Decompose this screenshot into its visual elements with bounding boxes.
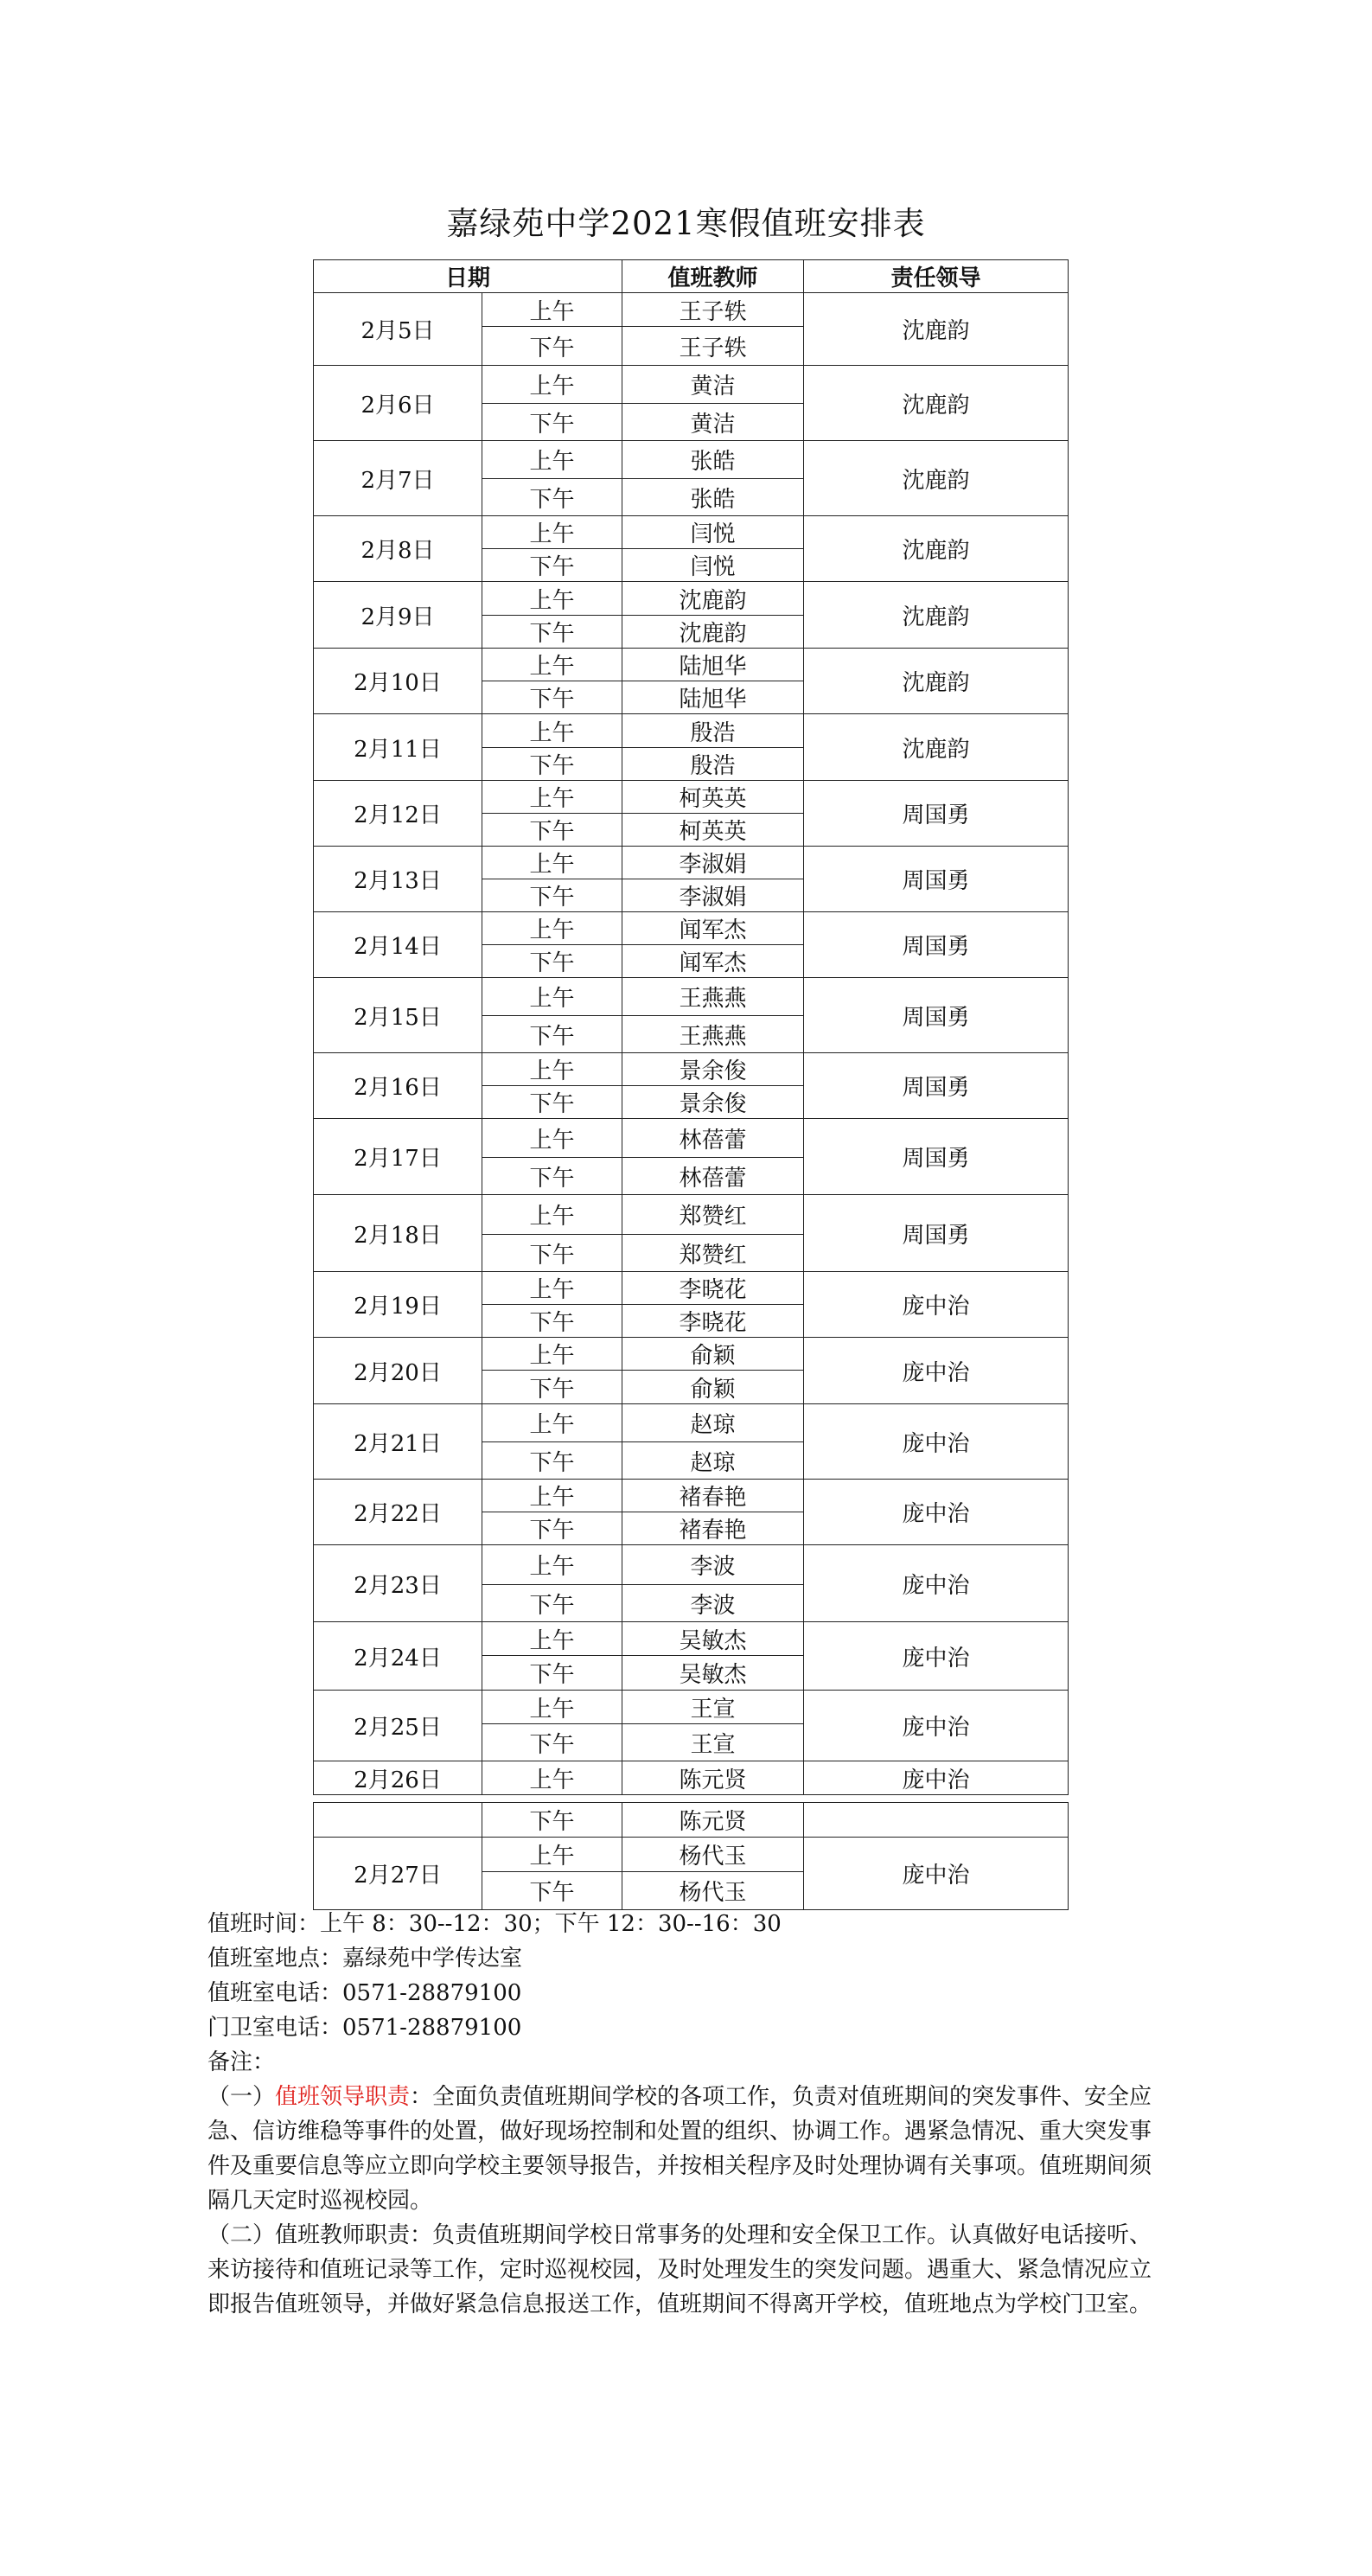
- leader-cell: 庞中治: [804, 1545, 1069, 1622]
- date-cell: 2月25日: [314, 1691, 482, 1761]
- teacher-cell: 李淑娟: [622, 879, 804, 912]
- half-day-cell: 上午: [482, 516, 622, 549]
- leader-cell: 庞中治: [804, 1480, 1069, 1545]
- half-day-cell: 下午: [482, 1872, 622, 1910]
- half-day-cell: 上午: [482, 441, 622, 479]
- date-cell: 2月18日: [314, 1195, 482, 1272]
- date-cell: 2月12日: [314, 781, 482, 847]
- half-day-cell: 下午: [482, 1371, 622, 1404]
- table-row: [314, 1338, 1069, 1371]
- table-row: [314, 1838, 1069, 1872]
- leader-cell: 周国勇: [804, 1195, 1069, 1272]
- table-row: [314, 714, 1069, 748]
- half-day-cell: 下午: [482, 1086, 622, 1119]
- date-cell: 2月23日: [314, 1545, 482, 1622]
- table-header-row: [314, 260, 1069, 293]
- header-date: 日期: [314, 260, 622, 293]
- date-cell: 2月26日: [314, 1761, 482, 1795]
- teacher-cell: 沈鹿韵: [622, 616, 804, 649]
- teacher-duty-paragraph: （二）值班教师职责：负责值班期间学校日常事务的处理和安全保卫工作。认真做好电话接听、来访接待和值班记录等工作，定时巡视校园，及时处理发生的突发问题。遇重大、紧急情况应立即报告值班领导，并做好紧急信息报送工作，值班期间不得离开学校，值班地点为学校门卫室。: [207, 2222, 1152, 2317]
- teacher-cell: 赵琼: [622, 1442, 804, 1480]
- half-day-cell: 下午: [482, 1442, 622, 1480]
- table-row: [314, 1761, 1069, 1795]
- half-day-cell: 下午: [482, 327, 622, 366]
- leader-duty-text: ：全面负责值班期间学校的各项工作，负责对值班期间的突发事件、安全应急、信访维稳等事件的处置，做好现场控制和处置的组织、协调工作。遇紧急情况、重大突发事件及重要信息等应立即向学校主要领导报告，并按相关程序及时处理协调有关事项。值班期间须隔几天定时巡视校园。: [207, 2084, 1152, 2214]
- half-day-cell: 下午: [482, 1512, 622, 1545]
- teacher-cell: 李波: [622, 1545, 804, 1585]
- teacher-cell: 柯英英: [622, 814, 804, 847]
- half-day-cell: 下午: [482, 814, 622, 847]
- teacher-cell: 黄洁: [622, 366, 804, 404]
- teacher-cell: 陈元贤: [622, 1761, 804, 1795]
- date-cell: 2月10日: [314, 649, 482, 714]
- teacher-cell: 俞颖: [622, 1371, 804, 1404]
- table-row: [314, 1404, 1069, 1442]
- leader-cell-empty: [804, 1803, 1069, 1838]
- teacher-cell: 林蓓蕾: [622, 1158, 804, 1195]
- teacher-cell: 李晓花: [622, 1272, 804, 1305]
- teacher-cell: 俞颖: [622, 1338, 804, 1371]
- date-cell: 2月5日: [314, 293, 482, 366]
- half-day-cell: 上午: [482, 366, 622, 404]
- table-row: [314, 1119, 1069, 1158]
- remark-label: 备注：: [207, 2049, 276, 2075]
- item1-prefix: （一）: [207, 2084, 276, 2110]
- teacher-cell: 褚春艳: [622, 1512, 804, 1545]
- table-row: [314, 1480, 1069, 1512]
- date-cell: 2月19日: [314, 1272, 482, 1338]
- table-row: [314, 1053, 1069, 1086]
- half-day-cell: 下午: [482, 1656, 622, 1691]
- leader-cell: 庞中治: [804, 1404, 1069, 1480]
- teacher-cell: 闻军杰: [622, 945, 804, 978]
- half-day-cell: 上午: [482, 649, 622, 681]
- half-day-cell: 下午: [482, 681, 622, 714]
- teacher-cell: 柯英英: [622, 781, 804, 814]
- table-row: [314, 293, 1069, 327]
- date-cell: 2月13日: [314, 847, 482, 912]
- leader-duty-paragraph: [207, 2080, 1163, 2218]
- leader-duty-label: 值班领导职责: [275, 2084, 411, 2110]
- teacher-cell: 李晓花: [622, 1305, 804, 1338]
- leader-cell: 庞中治: [804, 1838, 1069, 1910]
- gate-phone: 门卫室电话：0571-28879100: [207, 2015, 522, 2041]
- half-day-cell: 上午: [482, 1622, 622, 1656]
- half-day-cell: 上午: [482, 1195, 622, 1235]
- half-day-cell: 下午: [482, 1305, 622, 1338]
- header-teacher: 值班教师: [622, 260, 804, 293]
- date-cell: 2月17日: [314, 1119, 482, 1195]
- date-cell: 2月8日: [314, 516, 482, 582]
- teacher-cell: 杨代玉: [622, 1838, 804, 1872]
- leader-cell: 周国勇: [804, 781, 1069, 847]
- date-cell: 2月7日: [314, 441, 482, 516]
- teacher-cell: 郑赞红: [622, 1195, 804, 1235]
- half-day-cell: 上午: [482, 1119, 622, 1158]
- table-row: [314, 1691, 1069, 1724]
- leader-cell: 周国勇: [804, 978, 1069, 1053]
- leader-cell: 庞中治: [804, 1761, 1069, 1795]
- table-row: [314, 649, 1069, 681]
- teacher-cell: 殷浩: [622, 748, 804, 781]
- leader-cell: 沈鹿韵: [804, 366, 1069, 441]
- table-row: [314, 366, 1069, 404]
- half-day-cell: 下午: [482, 1235, 622, 1272]
- half-day-cell: 下午: [482, 945, 622, 978]
- half-day-cell: 下午: [482, 549, 622, 582]
- teacher-cell: 王子轶: [622, 327, 804, 366]
- leader-cell: 庞中治: [804, 1622, 1069, 1691]
- leader-cell: 庞中治: [804, 1338, 1069, 1404]
- teacher-cell: 吴敏杰: [622, 1656, 804, 1691]
- half-day-cell: 下午: [482, 404, 622, 441]
- table-row: [314, 1272, 1069, 1305]
- duty-phone: 值班室电话：0571-28879100: [207, 1980, 522, 2006]
- half-day-cell: 上午: [482, 582, 622, 616]
- teacher-cell: 陆旭华: [622, 649, 804, 681]
- table-row: [314, 441, 1069, 479]
- table-row: [314, 781, 1069, 814]
- page-title: 嘉绿苑中学2021寒假值班安排表: [446, 205, 926, 242]
- leader-cell: 沈鹿韵: [804, 441, 1069, 516]
- teacher-cell: 景余俊: [622, 1053, 804, 1086]
- half-day-cell: 下午: [482, 616, 622, 649]
- table-row: [314, 516, 1069, 549]
- teacher-cell: 王宣: [622, 1724, 804, 1761]
- teacher-cell: 沈鹿韵: [622, 582, 804, 616]
- teacher-cell: 褚春艳: [622, 1480, 804, 1512]
- date-cell: 2月14日: [314, 912, 482, 978]
- teacher-cell: 闻军杰: [622, 912, 804, 945]
- date-cell: 2月27日: [314, 1838, 482, 1910]
- leader-cell: 周国勇: [804, 847, 1069, 912]
- leader-cell: 沈鹿韵: [804, 582, 1069, 649]
- teacher-cell: 闫悦: [622, 549, 804, 582]
- table-row: [314, 582, 1069, 616]
- teacher-cell: 王燕燕: [622, 1016, 804, 1053]
- half-day-cell: 下午: [482, 879, 622, 912]
- teacher-cell: 杨代玉: [622, 1872, 804, 1910]
- half-day-cell: 下午: [482, 1724, 622, 1761]
- teacher-cell: 陈元贤: [622, 1803, 804, 1838]
- date-cell: 2月16日: [314, 1053, 482, 1119]
- teacher-cell: 王燕燕: [622, 978, 804, 1016]
- date-cell: 2月24日: [314, 1622, 482, 1691]
- half-day-cell: 上午: [482, 1545, 622, 1585]
- date-cell: 2月9日: [314, 582, 482, 649]
- leader-cell: 周国勇: [804, 1053, 1069, 1119]
- leader-cell: 庞中治: [804, 1272, 1069, 1338]
- teacher-cell: 赵琼: [622, 1404, 804, 1442]
- leader-cell: 沈鹿韵: [804, 649, 1069, 714]
- half-day-cell: 下午: [482, 1803, 622, 1838]
- date-cell-empty: [314, 1803, 482, 1838]
- half-day-cell: 上午: [482, 1838, 622, 1872]
- half-day-cell: 下午: [482, 479, 622, 516]
- half-day-cell: 上午: [482, 1053, 622, 1086]
- duty-schedule-table-continued: [313, 1802, 1069, 1910]
- half-day-cell: 上午: [482, 1338, 622, 1371]
- half-day-cell: 上午: [482, 781, 622, 814]
- teacher-cell: 殷浩: [622, 714, 804, 748]
- table-row: [314, 1545, 1069, 1585]
- date-cell: 2月21日: [314, 1404, 482, 1480]
- half-day-cell: 上午: [482, 714, 622, 748]
- date-cell: 2月15日: [314, 978, 482, 1053]
- half-day-cell: 下午: [482, 1016, 622, 1053]
- duty-schedule-table: [313, 259, 1069, 1795]
- date-cell: 2月11日: [314, 714, 482, 781]
- table-row: [314, 1195, 1069, 1235]
- teacher-cell: 王宣: [622, 1691, 804, 1724]
- half-day-cell: 上午: [482, 1272, 622, 1305]
- half-day-cell: 上午: [482, 293, 622, 327]
- half-day-cell: 上午: [482, 978, 622, 1016]
- table-row: [314, 847, 1069, 879]
- table-row: [314, 1622, 1069, 1656]
- table-row: [314, 912, 1069, 945]
- teacher-cell: 张皓: [622, 441, 804, 479]
- teacher-cell: 林蓓蕾: [622, 1119, 804, 1158]
- date-cell: 2月6日: [314, 366, 482, 441]
- teacher-cell: 张皓: [622, 479, 804, 516]
- table-row: [314, 978, 1069, 1016]
- half-day-cell: 上午: [482, 1404, 622, 1442]
- teacher-cell: 黄洁: [622, 404, 804, 441]
- teacher-cell: 陆旭华: [622, 681, 804, 714]
- duty-location: 值班室地点：嘉绿苑中学传达室: [207, 1946, 523, 1972]
- leader-cell: 沈鹿韵: [804, 714, 1069, 781]
- duty-time: 值班时间：上午 8：30--12：30；下午 12：30--16：30: [207, 1911, 782, 1937]
- leader-cell: 周国勇: [804, 912, 1069, 978]
- half-day-cell: 下午: [482, 1158, 622, 1195]
- half-day-cell: 上午: [482, 1761, 622, 1795]
- half-day-cell: 下午: [482, 748, 622, 781]
- half-day-cell: 上午: [482, 912, 622, 945]
- teacher-cell: 景余俊: [622, 1086, 804, 1119]
- half-day-cell: 上午: [482, 1691, 622, 1724]
- table-row: [314, 1803, 1069, 1838]
- half-day-cell: 下午: [482, 1585, 622, 1622]
- notes-section: [207, 1907, 1163, 2322]
- teacher-cell: 李波: [622, 1585, 804, 1622]
- header-leader: 责任领导: [804, 260, 1069, 293]
- date-cell: 2月20日: [314, 1338, 482, 1404]
- leader-cell: 庞中治: [804, 1691, 1069, 1761]
- half-day-cell: 上午: [482, 1480, 622, 1512]
- date-cell: 2月22日: [314, 1480, 482, 1545]
- teacher-cell: 吴敏杰: [622, 1622, 804, 1656]
- teacher-cell: 李淑娟: [622, 847, 804, 879]
- teacher-cell: 郑赞红: [622, 1235, 804, 1272]
- leader-cell: 周国勇: [804, 1119, 1069, 1195]
- teacher-cell: 闫悦: [622, 516, 804, 549]
- half-day-cell: 上午: [482, 847, 622, 879]
- leader-cell: 沈鹿韵: [804, 293, 1069, 366]
- teacher-cell: 王子轶: [622, 293, 804, 327]
- leader-cell: 沈鹿韵: [804, 516, 1069, 582]
